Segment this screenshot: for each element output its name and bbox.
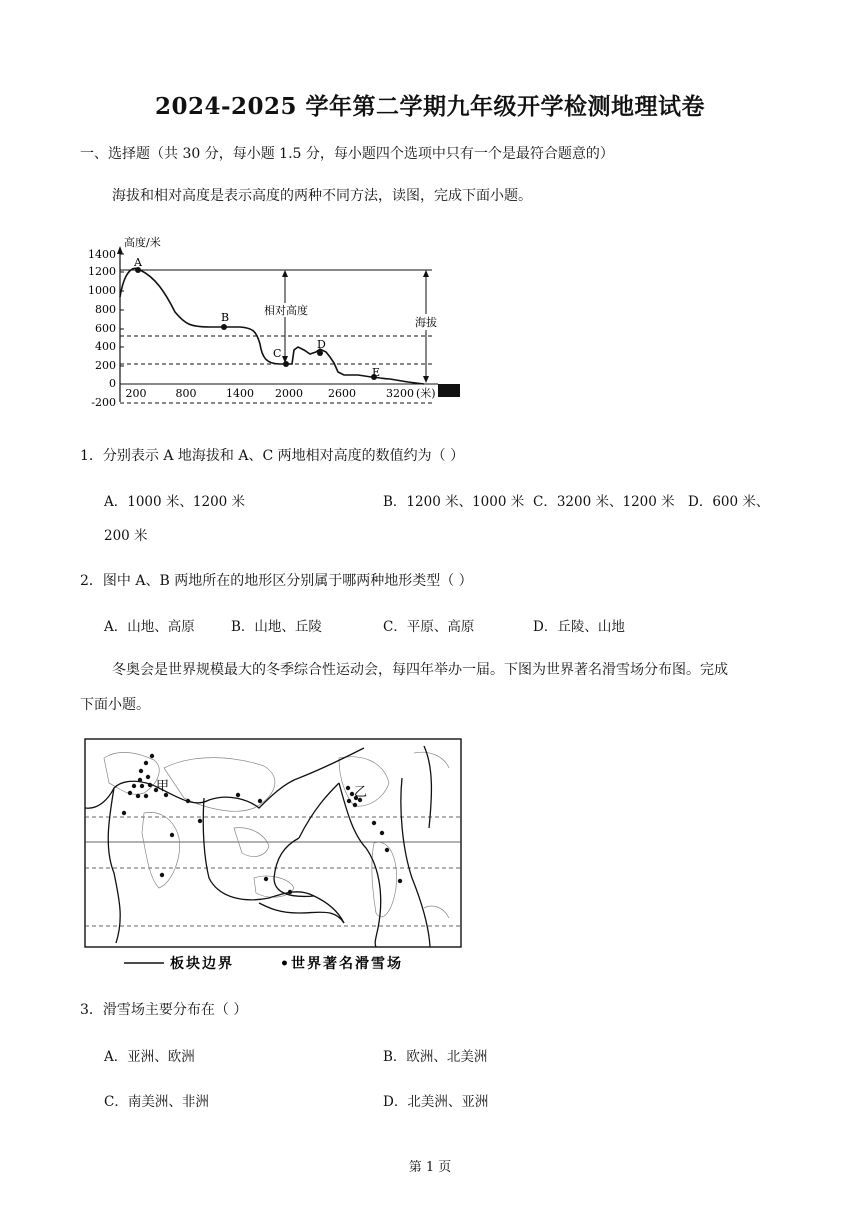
y-tick: 400 [95, 340, 116, 353]
q3-option-d[interactable]: D．北美洲、亚洲 [383, 1094, 489, 1110]
point-label: D [317, 338, 326, 351]
label-jia: 甲 [156, 779, 170, 794]
elevation-profile-figure [80, 232, 470, 412]
x-tick-labels [126, 387, 415, 400]
y-tick: 1200 [88, 265, 116, 278]
x-tick: 800 [175, 387, 197, 400]
question-3-stem: 3．滑雪场主要分布在（ ） [80, 1002, 248, 1018]
section-heading: 一、选择题（共 30 分，每小题 1.5 分，每小题四个选项中只有一个是最符合题意的） [80, 146, 614, 162]
y-tick: 0 [109, 377, 116, 390]
legend-ski-resort: •世界著名滑雪场 [280, 956, 403, 972]
intro-text-2-line2: 下面小题。 [80, 697, 150, 713]
page-number: 第 1 页 [408, 1160, 452, 1175]
point-label: B [221, 311, 230, 324]
question-2-stem: 2．图中 A、B 两地所在的地形区分别属于哪两种地形类型（ ） [80, 573, 473, 589]
q3-option-b[interactable]: B．欧洲、北美洲 [383, 1049, 488, 1065]
y-tick: 1400 [88, 248, 116, 261]
x-tick: 1400 [226, 387, 254, 400]
x-tick: 3200 [386, 387, 414, 400]
ski-resort-map-figure [84, 738, 464, 974]
q3-option-a[interactable]: A．亚洲、欧洲 [104, 1049, 195, 1065]
q1-option-b[interactable]: B．1200 米、1000 米 [383, 494, 525, 510]
point-label: E [372, 366, 381, 379]
q2-option-a[interactable]: A．山地、高原 [104, 619, 195, 635]
x-tick: 200 [125, 387, 147, 400]
q2-option-b[interactable]: B．山地、丘陵 [231, 619, 322, 635]
point-c [283, 361, 289, 367]
point-label: C [273, 347, 282, 360]
y-axis-label: 高度/米 [124, 236, 161, 249]
point-b [221, 324, 227, 330]
y-tick: -200 [91, 396, 116, 409]
page-title: 2024-2025 学年第二学期九年级开学检测地理试卷 [154, 93, 706, 120]
sea-block [438, 384, 460, 397]
y-tick: 200 [95, 359, 116, 372]
y-tick-labels [88, 248, 116, 409]
y-tick: 600 [95, 322, 116, 335]
altitude-label: 海拔 [415, 316, 437, 329]
y-tick: 800 [95, 303, 116, 316]
legend-plate-boundary: 板块边界 [170, 956, 234, 972]
label-yi: 乙 [354, 785, 368, 800]
intro-text-1: 海拔和相对高度是表示高度的两种不同方法，读图，完成下面小题。 [112, 188, 532, 204]
x-axis-unit: (米) [416, 387, 436, 400]
point-label: A [134, 256, 142, 269]
q2-option-d[interactable]: D．丘陵、山地 [533, 619, 625, 635]
q3-option-c[interactable]: C．南美洲、非洲 [104, 1094, 209, 1110]
intro-text-2-line1: 冬奥会是世界规模最大的冬季综合性运动会，每四年举办一届。下图为世界著名滑雪场分布图。完成 [112, 662, 728, 678]
q2-option-c[interactable]: C．平原、高原 [383, 619, 475, 635]
relative-height-label: 相对高度 [264, 304, 308, 317]
q1-option-d-continued: 200 米 [104, 528, 148, 544]
q1-option-d[interactable]: D．600 米、 [688, 494, 770, 510]
x-tick: 2000 [275, 387, 303, 400]
q1-option-a[interactable]: A．1000 米、1200 米 [104, 494, 246, 510]
q1-option-c[interactable]: C．3200 米、1200 米 [533, 494, 675, 510]
question-1-stem: 1．分别表示 A 地海拔和 A、C 两地相对高度的数值约为（ ） [80, 448, 465, 464]
y-tick: 1000 [88, 284, 116, 297]
x-tick: 2600 [328, 387, 356, 400]
